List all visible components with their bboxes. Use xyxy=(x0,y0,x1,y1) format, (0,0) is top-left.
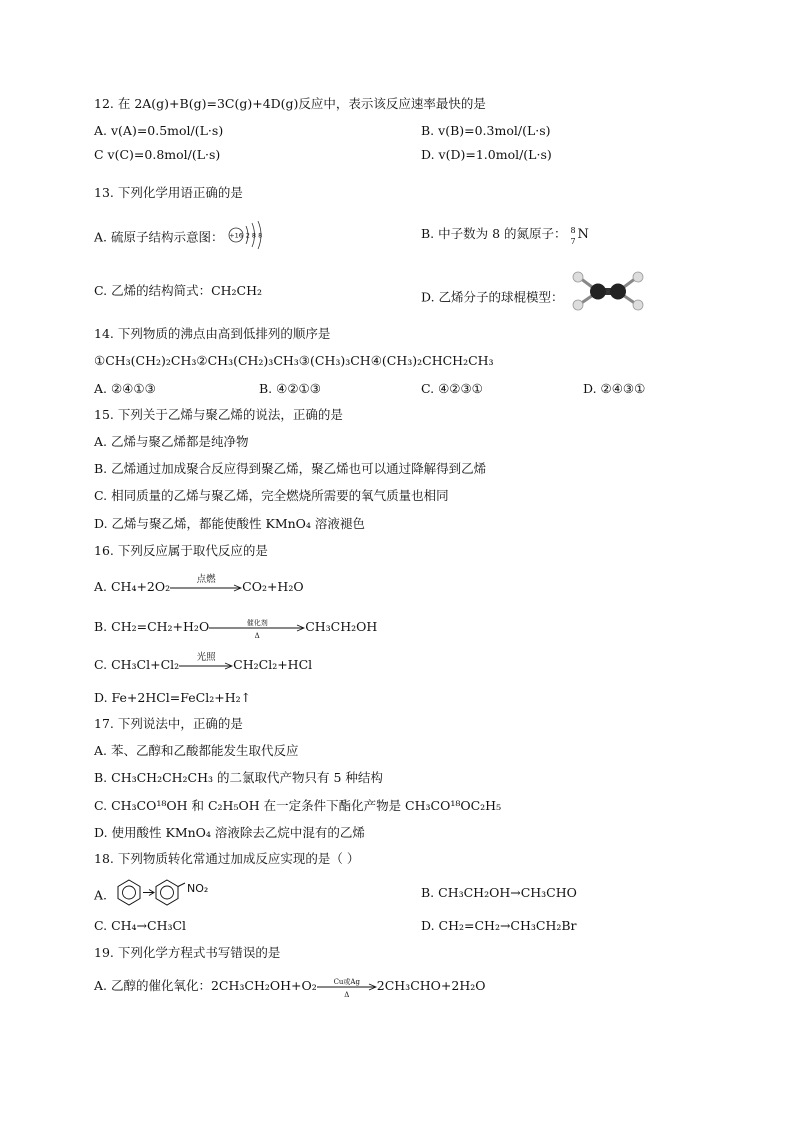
q19-a-products: 2CH₃CHO+2H₂O xyxy=(376,978,486,993)
q15-option-d: D. 乙烯与聚乙烯，都能使酸性 KMnO₄ 溶液褪色 xyxy=(94,516,365,531)
reaction-condition-heat: Δ xyxy=(344,990,350,999)
q19-stem: 19. 下列化学方程式书写错误的是 xyxy=(94,945,281,960)
q14-option-c: C. ④②③① xyxy=(421,381,483,396)
q17-option-a: A. 苯、乙醇和乙酸都能发生取代反应 xyxy=(94,743,299,758)
nucleus-charge: +16 xyxy=(229,231,244,240)
q13-option-d-label: D. 乙烯分子的球棍模型： xyxy=(421,289,564,305)
q18-stem: 18. 下列物质转化常通过加成反应实现的是（ ） xyxy=(94,851,360,866)
q13-option-c: C. 乙烯的结构简式：CH₂CH₂ xyxy=(94,283,263,298)
q12-option-b: B. v(B)=0.3mol/(L·s) xyxy=(421,123,551,138)
reaction-arrow xyxy=(317,977,377,999)
q13-option-b-label: B. 中子数为 8 的氮原子： xyxy=(421,226,567,241)
reaction-condition: Cu或Ag xyxy=(333,977,360,986)
reaction-condition: 点燃 xyxy=(196,573,216,585)
sulfur-atom-diagram xyxy=(227,220,267,250)
q16-stem: 16. 下列反应属于取代反应的是 xyxy=(94,543,268,558)
ethylene-ball-stick-model xyxy=(568,269,648,313)
q16-c-reactants: C. CH₃Cl+Cl₂ xyxy=(94,657,180,672)
nitro-group: NO₂ xyxy=(187,881,209,895)
q15-option-b: B. 乙烯通过加成聚合反应得到聚乙烯，聚乙烯也可以通过降解得到乙烯 xyxy=(94,461,487,476)
q15-option-c: C. 相同质量的乙烯与聚乙烯，完全燃烧所需要的氧气质量也相同 xyxy=(94,488,449,503)
q16-b-reactants: B. CH₂=CH₂+H₂O xyxy=(94,619,210,634)
nitrogen-nuclide xyxy=(570,225,593,246)
q17-stem: 17. 下列说法中，正确的是 xyxy=(94,716,243,731)
reaction-arrow xyxy=(179,651,233,670)
reaction-condition: 催化剂 xyxy=(246,618,268,627)
q13-option-b xyxy=(421,225,593,246)
q16-b-products: CH₃CH₂OH xyxy=(305,619,378,634)
q14-option-b: B. ④②①③ xyxy=(259,381,321,396)
q13-stem: 13. 下列化学用语正确的是 xyxy=(94,185,243,200)
q14-option-d: D. ②④③① xyxy=(583,381,646,396)
q16-option-c xyxy=(94,651,313,673)
reaction-condition: 光照 xyxy=(196,651,216,663)
q18-option-b: B. CH₃CH₂OH→CH₃CHO xyxy=(421,885,577,900)
q17-option-b: B. CH₃CH₂CH₂CH₃ 的二氯取代产物只有 5 种结构 xyxy=(94,770,383,785)
q17-option-d: D. 使用酸性 KMnO₄ 溶液除去乙烷中混有的乙烯 xyxy=(94,825,365,840)
q12-option-d: D. v(D)=1.0mol/(L·s) xyxy=(421,147,552,162)
q16-a-products: CO₂+H₂O xyxy=(242,579,304,594)
q12-stem: 12. 在 2A(g)+B(g)=3C(g)+4D(g)反应中，表示该反应速率最快的是 xyxy=(94,96,486,111)
element-symbol: N xyxy=(577,226,589,242)
q13-option-a-label: A. 硫原子结构示意图： xyxy=(94,229,224,245)
q14-compounds: ①CH₃(CH₂)₂CH₃②CH₃(CH₂)₃CH₃③(CH₃)₃CH④(CH₃)₂CHCH₂CH₃ xyxy=(94,353,494,368)
q18-option-a xyxy=(94,881,234,907)
q18-option-c: C. CH₄→CH₃Cl xyxy=(94,918,187,933)
reaction-condition-heat: Δ xyxy=(254,631,260,640)
q14-option-a: A. ②④①③ xyxy=(94,381,156,396)
electron-shells: 2 8 8 xyxy=(246,231,263,240)
q18-option-d: D. CH₂=CH₂→CH₃CH₂Br xyxy=(421,918,577,933)
mass-number: 8 xyxy=(570,225,576,235)
q13-option-d xyxy=(421,283,648,313)
reaction-arrow xyxy=(209,618,305,640)
q16-option-a xyxy=(94,573,304,595)
q18-option-a-label: A. xyxy=(94,887,108,903)
q12-option-c: C v(C)=0.8mol/(L·s) xyxy=(94,147,221,162)
q16-option-b xyxy=(94,618,378,640)
q19-a-reactants: A. 乙醇的催化氧化：2CH₃CH₂OH+O₂ xyxy=(94,978,317,993)
q16-c-products: CH₂Cl₂+HCl xyxy=(233,657,313,672)
reaction-arrow xyxy=(170,573,242,592)
q14-stem: 14. 下列物质的沸点由高到低排列的顺序是 xyxy=(94,326,331,341)
q12-option-a: A. v(A)=0.5mol/(L·s) xyxy=(94,123,224,138)
q13-option-a xyxy=(94,226,267,250)
q17-option-c: C. CH₃CO¹⁸OH 和 C₂H₅OH 在一定条件下酯化产物是 CH₃CO¹⁸OC₂H₅ xyxy=(94,798,502,813)
q15-option-a: A. 乙烯与聚乙烯都是纯净物 xyxy=(94,434,249,449)
atomic-number: 7 xyxy=(570,236,576,246)
q15-stem: 15. 下列关于乙烯与聚乙烯的说法，正确的是 xyxy=(94,407,343,422)
q16-option-d: D. Fe+2HCl=FeCl₂+H₂↑ xyxy=(94,690,252,705)
q19-option-a xyxy=(94,977,486,999)
q16-a-reactants: A. CH₄+2O₂ xyxy=(94,579,171,594)
